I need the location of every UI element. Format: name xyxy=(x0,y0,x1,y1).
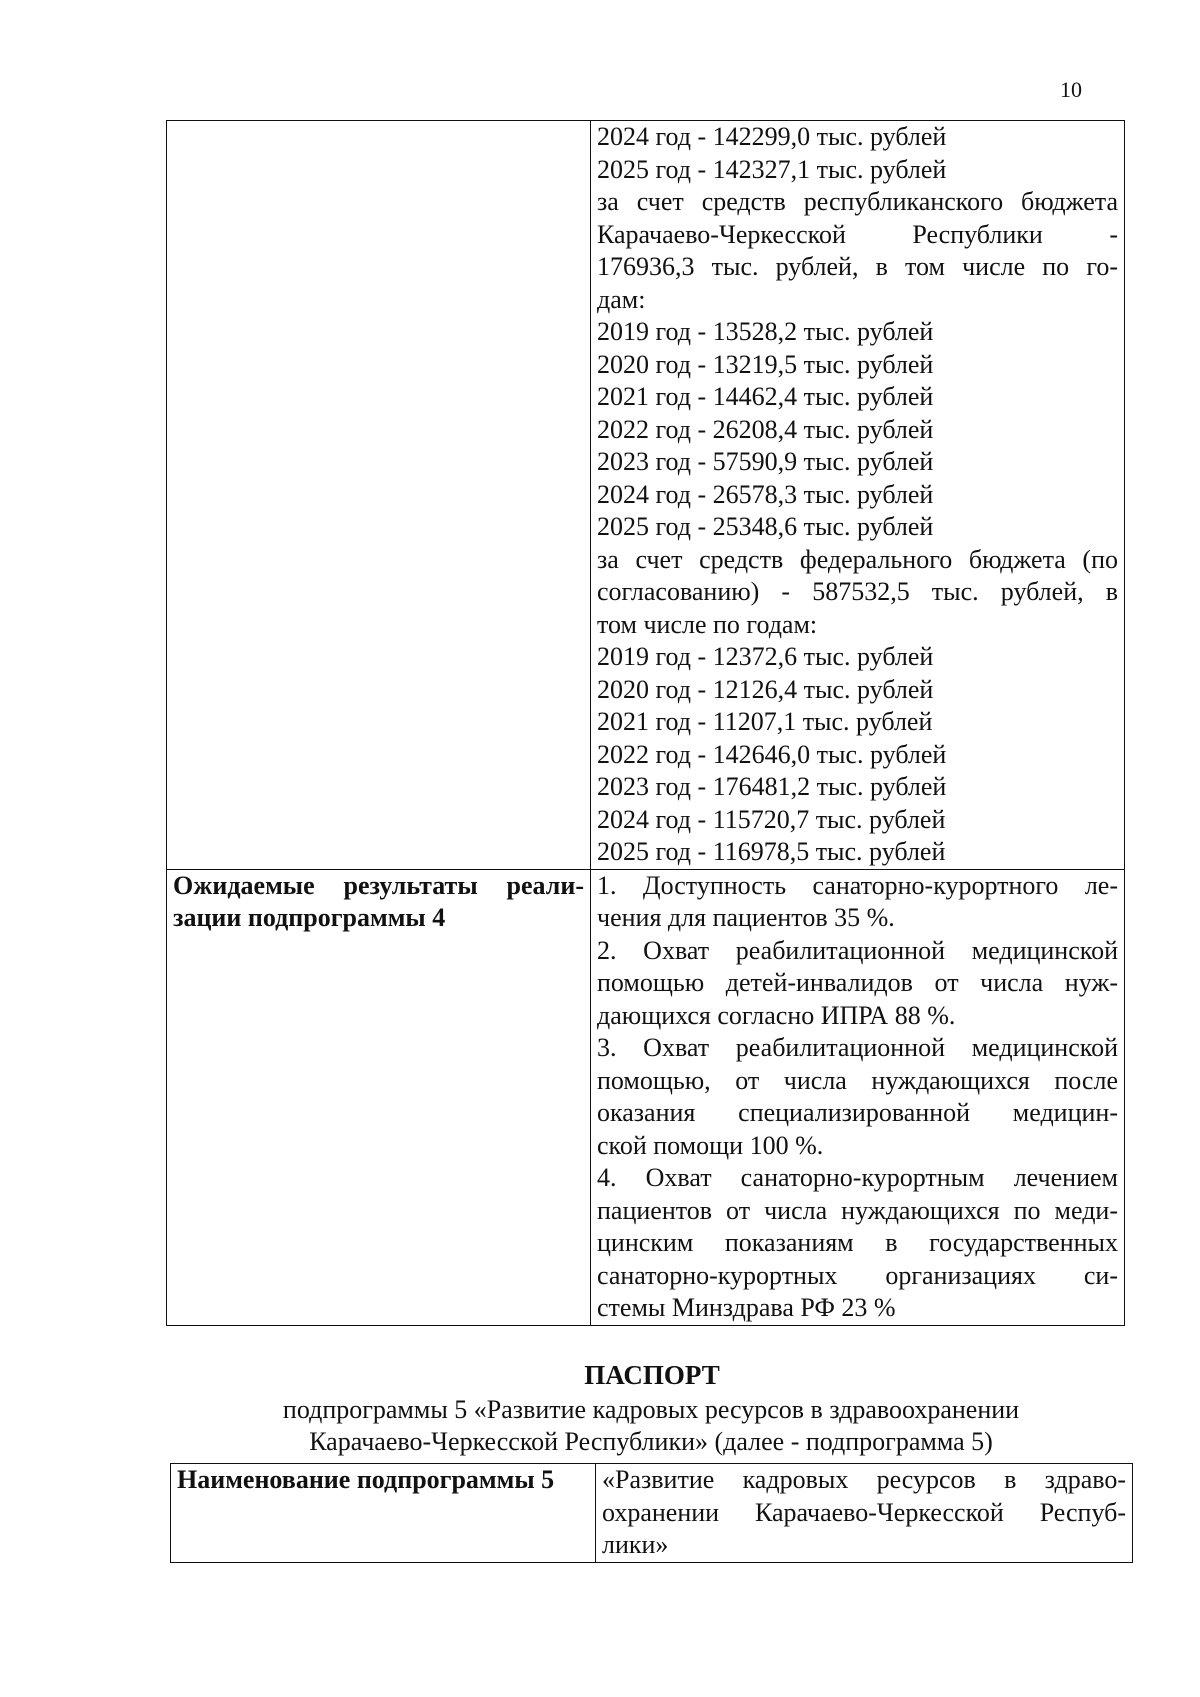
passport-title: ПАСПОРТ xyxy=(584,1360,720,1390)
funding-line: согласованию) - 587532,5 тыс. рублей, в xyxy=(597,577,1118,606)
funding-line: 2025 год - 116978,5 тыс. рублей xyxy=(597,837,946,866)
funding-line: 2021 год - 14462,4 тыс. рублей xyxy=(597,382,934,411)
result-line: чения для пациентов 35 %. xyxy=(597,903,895,932)
result-line: дающихся согласно ИПРА 88 %. xyxy=(597,1000,956,1030)
results-row xyxy=(167,869,1125,1325)
result-line: 2. Охват реабилитационной медицинской xyxy=(597,935,1118,965)
result-line: цинским показаниям в государственных xyxy=(597,1228,1118,1257)
page-number: 10 xyxy=(1060,77,1082,102)
funding-line: 2020 год - 13219,5 тыс. рублей xyxy=(597,349,934,379)
result-line: 4. Охват санаторно-курортным лечением xyxy=(597,1163,1118,1192)
funding-line: 2022 год - 26208,4 тыс. рублей xyxy=(597,414,934,444)
funding-line: 2024 год - 142299,0 тыс. рублей xyxy=(597,122,947,151)
name-row xyxy=(171,1464,1133,1563)
passport-subtitle-line: подпрограммы 5 «Развитие кадровых ресурсов в здравоохранении xyxy=(282,1395,1020,1424)
result-line: стемы Минздрава РФ 23 % xyxy=(597,1293,896,1322)
results-label-cell xyxy=(167,869,591,1325)
name-value-line: лики» xyxy=(602,1530,669,1559)
funding-line: 2024 год - 115720,7 тыс. рублей xyxy=(597,804,946,834)
result-line: 1. Доступность санаторно-курортного ле- xyxy=(597,870,1118,900)
funding-line: 2023 год - 57590,9 тыс. рублей xyxy=(597,447,934,476)
results-label-line: Ожидаемые результаты реали- xyxy=(173,870,584,900)
funding-line: 2025 год - 25348,6 тыс. рублей xyxy=(597,512,934,541)
results-label-line: зации подпрограммы 4 xyxy=(173,903,446,932)
funding-row xyxy=(167,121,1125,870)
result-line: санаторно-курортных организациях си- xyxy=(597,1260,1118,1290)
result-line: оказания специализированной медицин- xyxy=(597,1098,1118,1127)
funding-line: за счет средств федерального бюджета (по xyxy=(597,544,1118,574)
funding-line: 2020 год - 12126,4 тыс. рублей xyxy=(597,674,934,704)
funding-line: 2024 год - 26578,3 тыс. рублей xyxy=(597,479,934,509)
funding-line: том числе по годам: xyxy=(597,609,818,639)
funding-line: 2019 год - 12372,6 тыс. рублей xyxy=(597,642,934,671)
passport-subtitle-line: Карачаево-Черкесской Республики» (далее - подпрограмма 5) xyxy=(309,1427,993,1456)
funding-line: за счет средств республиканского бюджета xyxy=(597,187,1118,216)
funding-line: 176936,3 тыс. рублей, в том числе по го- xyxy=(597,252,1118,281)
name-value-line: «Развитие кадровых ресурсов в здраво- xyxy=(602,1465,1126,1494)
subprogram-4-table xyxy=(166,120,1125,1326)
subprogram-5-table xyxy=(170,1463,1133,1563)
funding-line: 2021 год - 11207,1 тыс. рублей xyxy=(597,707,933,736)
passport-subtitle xyxy=(170,1394,1132,1458)
funding-line: 2019 год - 13528,2 тыс. рублей xyxy=(597,317,934,346)
funding-line: 2022 год - 142646,0 тыс. рублей xyxy=(597,739,947,769)
result-line: 3. Охват реабилитационной медицинской xyxy=(597,1033,1118,1062)
results-value-cell xyxy=(591,869,1125,1325)
result-line: ской помощи 100 %. xyxy=(597,1130,824,1160)
result-line: помощью, от числа нуждающихся после xyxy=(597,1065,1118,1095)
name-value-line: охранении Карачаево-Черкесской Респуб- xyxy=(602,1497,1126,1527)
funding-value-cell xyxy=(591,121,1125,870)
result-line: помощью детей-инвалидов от числа нуж- xyxy=(597,968,1118,997)
name-label-cell: Наименование подпрограммы 5 xyxy=(171,1464,596,1563)
funding-label-cell xyxy=(167,121,591,870)
funding-line: дам: xyxy=(597,284,646,314)
funding-line: 2023 год - 176481,2 тыс. рублей xyxy=(597,772,947,801)
name-value-cell xyxy=(596,1464,1133,1563)
funding-line: 2025 год - 142327,1 тыс. рублей xyxy=(597,154,947,184)
funding-line: Карачаево-Черкесской Республики - xyxy=(597,219,1118,249)
result-line: пациентов от числа нуждающихся по меди- xyxy=(597,1195,1118,1225)
